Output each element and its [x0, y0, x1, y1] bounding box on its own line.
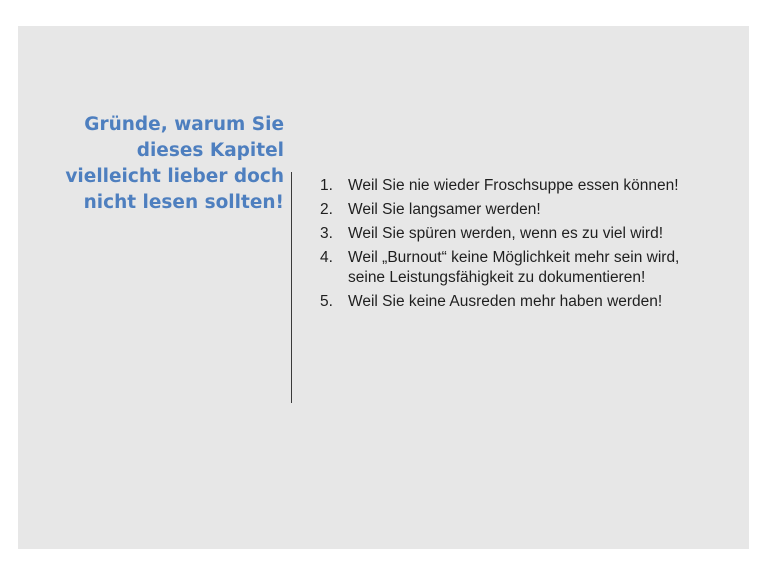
slide-heading: Gründe, warum Sie dieses Kapitel vielleicht lieber doch nicht lesen sollten! — [65, 114, 284, 213]
list-item — [316, 292, 716, 312]
vertical-divider — [291, 172, 292, 403]
list-item-number: 5. — [320, 293, 333, 310]
list-item-text: Weil Sie nie wieder Froschsuppe essen können! — [348, 177, 679, 194]
list-item — [316, 224, 716, 244]
list-item-text: Weil „Burnout“ keine Möglichkeit mehr sein wird, seine Leistungsfähigkeit zu dokumentieren! — [348, 249, 680, 286]
list-item-text: Weil Sie spüren werden, wenn es zu viel wird! — [348, 225, 664, 242]
list-item — [316, 248, 716, 288]
list-item-number: 3. — [320, 225, 333, 242]
reasons-list — [316, 176, 716, 316]
list-item-number: 2. — [320, 201, 333, 218]
slide — [18, 26, 749, 549]
list-item-text: Weil Sie keine Ausreden mehr haben werden! — [348, 293, 663, 310]
list-item-text: Weil Sie langsamer werden! — [348, 201, 541, 218]
list-item-number: 4. — [320, 249, 333, 266]
list-item — [316, 176, 716, 196]
list-item — [316, 200, 716, 220]
list-item-number: 1. — [320, 177, 333, 194]
